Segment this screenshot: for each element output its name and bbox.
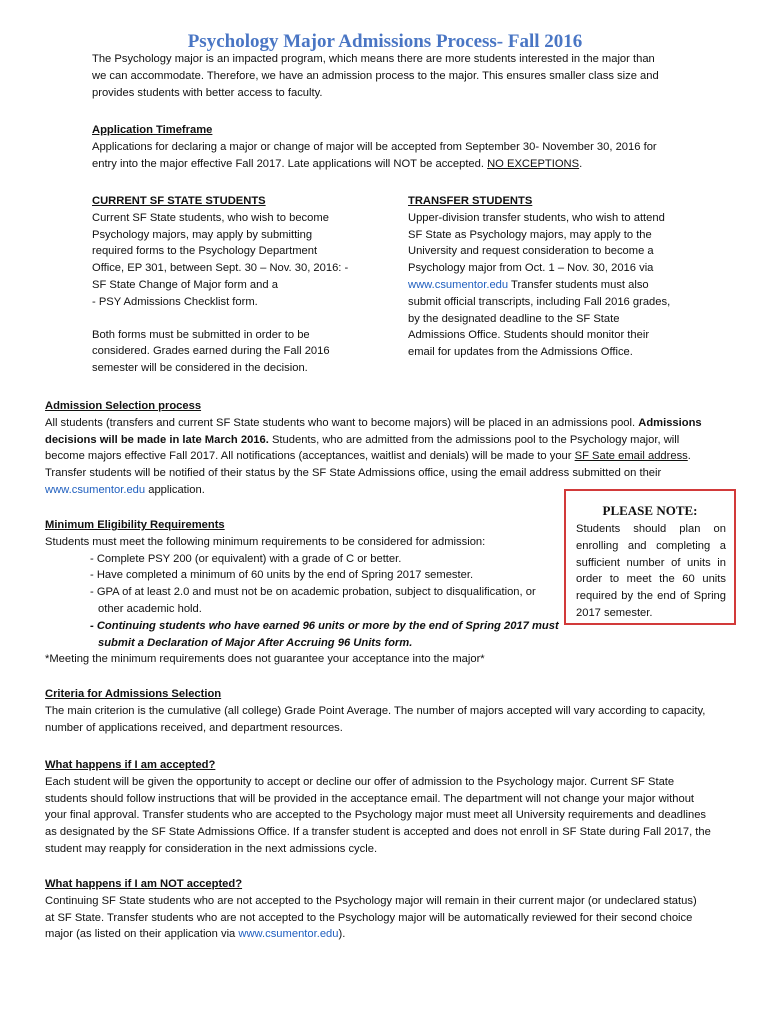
selection-line: [45, 415, 745, 432]
accepted-line: your final approval. Transfer students who are accepted to the Psychology major must meet all University requirements and deadlines: [45, 809, 707, 822]
eligibility-section: [45, 517, 565, 668]
current-students-line: Office, EP 301, between Sept. 30 – Nov. 30, 2016: -: [92, 262, 349, 275]
current-students-line: semester will be considered in the decision.: [92, 362, 308, 375]
timeframe-text: entry into the major effective Fall 2017. Late applications will NOT be accepted.: [92, 157, 488, 170]
selection-text: application.: [145, 483, 205, 496]
intro-paragraph: [92, 51, 692, 101]
accepted-section: [45, 757, 745, 858]
selection-line: Transfer students will be notified of their status by the SF State Admissions office, using the email address submitted on their: [45, 467, 662, 480]
intro-line: provides students with better access to faculty.: [92, 86, 323, 99]
selection-text: become majors effective Fall 2017. All notifications (acceptances, waitlist and denials) will be made to your: [45, 450, 575, 463]
requirement-text: other academic hold.: [98, 602, 202, 615]
transfer-students-column: [408, 193, 708, 361]
requirement-text: submit a Declaration of Major After Accruing 96 Units form.: [98, 636, 413, 649]
requirement-item: [45, 618, 565, 652]
current-students-column: [92, 193, 372, 377]
requirement-item: [45, 584, 565, 618]
please-note-text: Students should plan on enrolling and completing a sufficient number of units in order to meet the 60 units required by the end of Spring 2017 semester.: [576, 523, 726, 619]
transfer-students-heading: TRANSFER STUDENTS: [408, 195, 533, 207]
transfer-students-line: by the designated deadline to the SF State: [408, 312, 620, 325]
accepted-line: as designated by the SF State Admissions Office. If a transfer student is accepted and does not enroll in SF State during Fall 2017, the: [45, 826, 711, 839]
current-students-line: SF State Change of Major form and a: [92, 278, 278, 291]
transfer-students-line: email for updates from the Admissions Office.: [408, 346, 633, 359]
page-title: Psychology Major Admissions Process- Fall 2016: [187, 31, 583, 52]
selection-bold-text: Admissions: [638, 416, 702, 429]
selection-text: Students, who are admitted from the admissions pool to the Psychology major, will: [268, 433, 680, 446]
requirement-item: - Complete PSY 200 (or equivalent) with a grade of C or better.: [90, 552, 402, 565]
selection-line: [45, 448, 745, 465]
accepted-line: student may reapply for consideration in the next admissions cycle.: [45, 842, 378, 855]
not-accepted-heading: What happens if I am NOT accepted?: [45, 878, 243, 890]
current-students-line: Both forms must be submitted in order to be: [92, 328, 310, 341]
not-accepted-text: major (as listed on their application via: [45, 928, 239, 941]
requirements-list: [45, 551, 565, 652]
please-note-box: [564, 489, 736, 625]
csumentor-link[interactable]: www.csumentor.edu: [238, 928, 339, 941]
accepted-heading: What happens if I am accepted?: [45, 759, 216, 771]
selection-heading: Admission Selection process: [45, 400, 202, 412]
transfer-students-line: submit official transcripts, including Fall 2016 grades,: [408, 295, 671, 308]
transfer-students-line: Upper-division transfer students, who wish to attend: [408, 211, 665, 224]
selection-section: [45, 398, 745, 499]
current-students-heading: CURRENT SF STATE STUDENTS: [92, 195, 266, 207]
csumentor-link[interactable]: www.csumentor.edu: [408, 278, 509, 291]
period-text: .: [579, 157, 583, 170]
selection-text: .: [687, 450, 691, 463]
transfer-students-line: Psychology major from Oct. 1 – Nov. 30, 2016 via: [408, 262, 654, 275]
transfer-students-line: Admissions Office. Students should monitor their: [408, 329, 650, 342]
eligibility-intro: Students must meet the following minimum requirements to be considered for admission:: [45, 535, 486, 548]
transfer-students-line: [408, 277, 708, 294]
criteria-section: [45, 686, 745, 736]
timeframe-line: [92, 156, 692, 173]
accepted-line: students should follow instructions that will be provided in the acceptance email. The department will not change your major without: [45, 792, 695, 805]
not-accepted-line: at SF State. Transfer students who are not accepted to the Psychology major will be automatically reviewed for their second choice: [45, 911, 693, 924]
email-address-text: SF Sate email address: [574, 450, 688, 463]
accepted-line: Each student will be given the opportunity to accept or decline our offer of admission to the Psychology major. Current SF State: [45, 775, 675, 788]
selection-line: [45, 432, 745, 449]
transfer-students-line: University and request consideration to become a: [408, 245, 654, 258]
current-students-line: - PSY Admissions Checklist form.: [92, 295, 258, 308]
not-accepted-text: ).: [338, 928, 346, 941]
timeframe-line: Applications for declaring a major or change of major will be accepted from September 30- November 30, 2016 for: [92, 140, 657, 153]
intro-line: we can accommodate. Therefore, we have an admission process to the major. This ensures smaller class size and: [92, 69, 659, 82]
criteria-line: The main criterion is the cumulative (all college) Grade Point Average. The number of majors accepted will vary according to capacity,: [45, 704, 706, 717]
requirement-item: - Have completed a minimum of 60 units by the end of Spring 2017 semester.: [90, 569, 474, 582]
intro-line: The Psychology major is an impacted program, which means there are more students interested in the major than: [92, 53, 655, 65]
criteria-heading: Criteria for Admissions Selection: [45, 688, 222, 700]
current-students-line: considered. Grades earned during the Fall 2016: [92, 345, 330, 358]
criteria-line: number of applications received, and department resources.: [45, 721, 343, 734]
current-students-line: required forms to the Psychology Department: [92, 245, 318, 258]
current-students-line: Psychology majors, may apply by submitting: [92, 228, 313, 241]
requirement-text: - Continuing students who have earned 96 units or more by the end of Spring 2017 must: [90, 619, 559, 632]
no-exceptions-text: NO EXCEPTIONS: [487, 157, 580, 170]
transfer-students-text: Transfer students must also: [508, 278, 649, 291]
timeframe-section: [92, 122, 692, 172]
current-students-line: Current SF State students, who wish to become: [92, 211, 329, 224]
selection-bold-text: decisions will be made in late March 2016.: [45, 433, 269, 446]
please-note-title: PLEASE NOTE:: [602, 503, 698, 518]
not-accepted-line: Continuing SF State students who are not accepted to the Psychology major will remain in their current major (or undeclared status): [45, 894, 697, 907]
requirement-text: - GPA of at least 2.0 and must not be on academic probation, subject to disqualification, or: [90, 586, 536, 599]
eligibility-footnote: *Meeting the minimum requirements does not guarantee your acceptance into the major*: [45, 653, 485, 666]
selection-text: All students (transfers and current SF State students who want to become majors) will be placed in an admissions pool.: [45, 416, 639, 429]
eligibility-heading: Minimum Eligibility Requirements: [45, 519, 225, 531]
transfer-students-line: SF State as Psychology majors, may apply to the: [408, 228, 652, 241]
not-accepted-line: [45, 926, 745, 943]
csumentor-link[interactable]: www.csumentor.edu: [45, 483, 146, 496]
not-accepted-section: [45, 876, 745, 943]
timeframe-heading: Application Timeframe: [92, 124, 213, 136]
